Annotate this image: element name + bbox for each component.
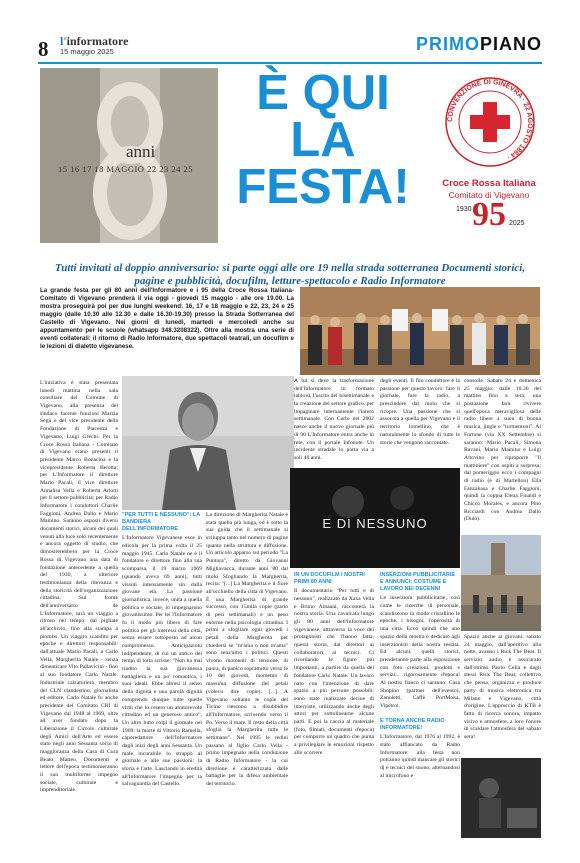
box-radio-text: L'Informatore, dal 1976 al 1992, è stato affiancato da Radio Informatore: alla festa non potranno quindi mancare gli storici dj e tecnici del suono, alternandosi al microfono e [380, 734, 460, 779]
article-subtitle: Tutti invitati al doppio anniversario: si parte oggi alle ore 19 nella strada sotterranea Documenti storici, pagine e pubblicità, docufilm, letture-spettacolo e Radio Informatore [54, 262, 526, 288]
header-rule [38, 62, 542, 64]
column-6-text-b: Spazio anche ai giovani: sabato 24 maggio, dall'aperitivo alla notte, avanno i Rick The Beat. Il servizio audio è assicurato dall'ottimo Paolo Cella e dagli stessi Rick The Beat, collettivo che pensa, organizza e produce party di musica elettronica tra Milano e Vigevano, città d'origine. L'approccio di KTB è fatto di ricerca sonora, impatto visivo e atmosfere, a loro l'onore di scaldare l'atmosfera del sabato sera! [464, 634, 541, 740]
box-bandiera-title: "PER TUTTI E NESSUNO": LA BANDIERA DELL'INFORMATORE [122, 512, 201, 533]
carlo-natale-photo-image [122, 376, 294, 510]
headline-line-3: FESTA! [236, 160, 410, 215]
radio-studio-photo-image [461, 758, 541, 838]
issue-date: 15 maggio 2025 [60, 47, 114, 56]
headline-line-2: LA [290, 113, 356, 168]
cri-95-logo: 95 [472, 196, 506, 233]
box-inserzioni [380, 572, 460, 717]
box-bandiera-text: L'Informatore Vigevanese esce in edicola per la prima volta il 25 maggio 1945. Carlo Natale ne è il fondatore e direttore fino alla sua scomparsa, il 19 marzo 1969 (quando aveva 69 anni), tutti vissuti intensamente sin dalla giovane età. La passione giornalistica, invece, unita a quella politica e sociale, lo impegnarono giovanissimo. Per lei l'Informatore fu il modo più libero di fare politica per gli interessi della città, senza essere sottoposto ad alcun compromesso. Anticipazioni indipendente, di cui un antico dei tempi di lotta scrisse: "Non ha mai tradito la sua giovanessa battagliera e un po' romantica, i suoi ideali. Ebbe altresì il senso della dignità e una parola dignità comprendo dunque tutte quelle virtù che lo resero un ammirevole cittadino ed un generoso amico". Un altro lutto colpì il giornale nel 1969: la morte di Vittorio Ramella, caporedattore dell'Informatore dagli inizi degli anni Sessanta. Un male incurabile lo strappò al giornale e alle sue passioni: la storia e l'arte. Lasciando in eredità all'Informatore l'impegno per la salvaguardia del Castello. [122, 535, 202, 788]
section-title-piano: PIANO [479, 34, 542, 54]
box-radio [380, 718, 460, 834]
red-cross-emblem [442, 72, 538, 172]
anniversary-poster [40, 68, 218, 243]
cri-name: Croce Rossa Italiana [442, 178, 536, 189]
column-6-text-a: consolle. Sabato 24 e domenica 25 maggio, dalle 10.30 del mattino fino a sera, una postazione farà rivivere quell'epoca meravigliosa delle radio libere a suon di buona musica, jingle e "tormentoni". Al Fortune (via XX Settembre) si saranno: Mario Pacali, Simona Ravani, Mario Mainino e Luigi Altovino per riproporre "Il mattiniere" con ospiti a sorpresa; dal pomeriggio ecco i compagni di radio (e di Martellon) Ella Fanzanasa e Charlie Faggioni, quindi la coppia Elena Finaldi e Chicco Morales, e ancora Pino Ricciardi con Andrea Dallo (Dulò). [464, 378, 541, 523]
section-title-primo: PRIMO [415, 34, 480, 54]
box-inserzioni-title: INSERZIONI PUBBLICITARIE E ANNUNCI: COSTUME E LAVORO NEI DECENNI [380, 572, 456, 593]
box-docufilm-text: Il documentario "Per tutti e di nessuno", realizzato da Xaxa Vella e Bruno Amaani, racconterà la nostra storia. Una cavalcata lungo gli 80 anni dell'Informatore vigevanese, attraverso la voce dei protagonisti che l'hanno fatta, questa storia, dai direttori ai collaboratori, ai tecnici. Ci ricordando le figure più importanti, a partire da quella del fondatore Carlo Natale. Un lavoro nato con l'intenzione di dare spazio a più persone possibili: sono state realizzate decine di interviste, utilizzando anche degli attori per sottolinearne alcune parti. E poi la caccia al materiale (foto, filmati, documenti d'epoca) per comporre un quadro che punta a privilegiare le emozioni rispetto allo scorrere [294, 588, 374, 756]
carlo-natale-photo [122, 376, 294, 510]
headline-line-1: È QUI [256, 66, 390, 120]
emblem-ring-text: CONVENZIONE DI GINEVRA · 22 AGOSTO 1864 · [446, 78, 534, 161]
column-5-text: degli eventi. Il filo conduttore è la passione per questo lavoro: fare il giornale, fare la radio, a prescindere dal ruolo che si ricopre. Una passione che si assocola a quella per Vigevano e il territorio lomellino, che è naturalmente lo sfondo di tutte le storie che vengono raccontate. [380, 378, 460, 446]
cri-committee: Comitato di Vigevano [448, 190, 530, 200]
box-radio-title: E TORNA ANCHE RADIO INFORMATORE! [380, 718, 445, 732]
masthead-logo-text: informatore [66, 34, 129, 48]
presentation-photo-image [300, 287, 540, 375]
column-4-text: A lui si deve la trasformazione dell'Informatore in formato tabloid, l'uscita del bisettimanale e la creazione del settore grafico, per impaginare internamente l'intero settimanale. Con Carlo nel 2002 nasce anche il nuovo giornale più di 90 L'Informatore entra anche in rete, con il portale Infonote. Un incidente stradale lo porta via a soli 40 anni. [294, 378, 374, 461]
docufilm-still [290, 468, 460, 568]
presentation-photo [300, 287, 540, 375]
masthead-logo-l: l' [60, 34, 67, 48]
cri-year-to: 2025 [509, 220, 525, 227]
main-headline [232, 66, 414, 215]
box-docufilm-title: IN UN DOCUFILM I NOSTRI PRIMI 80 ANNI [294, 572, 365, 586]
box-docufilm [294, 572, 374, 844]
page-number: 8 [38, 37, 49, 61]
cri-year-from: 1930 [456, 206, 472, 213]
column-1-text: L'iniziativa è stata presentata lunedì mattina nella sala consiliare del Comune di Vigevano, alla presenza del sindaco facente funzioni Marzia Segù e del vice presidente della Fondazione di Piacenza e Vigevano, Luigi Grechi. Per la Croce Rossa Italiana - Comitato di Vigevano erano presenti il presidente Marco Bonacina e la vicepresidente Roberta Beretta; per L'Informatore il direttore Mario Pacali, il vice direttore Annalisa Vella e Roberta Arlotti per il settore pubblicità; per Radio Informatore i conduttori Charlie Faggioni, Andrea Dallo e Mario Mainino. Saranno esposti diversi documenti storici, alcuni dei quali venuti alla luce solo recentemente e ancora oggetto di studio, che dimostrerebbero per la Croce Rossa di Vigevano una data di fondazione antecedente a quella del 1930, a ulteriore testimonianza della rilevanza e della storicità dell'organizzazione cittadina. Sul fronte dell'anniversario de L'Informatore, sarà un viaggio a ritroso nel tempo: dal pigliate all'archivio, fino alla stampa a piombo. Un viaggio scandito per epoche e direttori responsabili: dall'attuale Mario Pacali, a Carlo Vella, Margherita Natale - senza dimenticare Vito Pallavicini - fino al suo fondatore Carlo Natale. Industriale calzaturiero, membro del CLN clandestino, giornalista ed editore, Carlo Natale fu anche presidente del Comitato CRI di Vigevano dal 1948 al 1969, oltre ad aver fondato dopo la Liberazione il Circolo culturale degli Amici dell'Arte ed essere stato negli anni Sessanta socio di maggioranza della Casa di Cura Beato Matteo. Documenti e lettere dell'epoca testimonieranno il suo multiforme impegno sociale, culturale e imprenditoriale. [40, 380, 118, 794]
box-inserzioni-text: Le inserzioni pubblicitarie, così come le ricerche di personale, scandiscono in modo cristallino le epoche, i bisogni, l'operosità di una città. Ecco quindi che uno spazio della mostra è dedicato agli inserzionisti della nostra testata. Ed alcuni, quelli storici, prenderanno parte alla esposizione con foto creazioni, prodotti e servizi... rigorosamente d'epoca! Al nostro fianco ci saranno: Casa Shopino (partner dell'evento), Zanoletti, Caffè PortMoka, Vipetrol. [380, 595, 460, 710]
castle-square-photo-image [461, 535, 541, 631]
article-lead: La grande festa per gli 80 anni dell'Informatore e i 95 della Croce Rossa Italiana-Comitato di Vigevano prenderà il via oggi - giovedì 15 maggio - alle ore 19.00. La mostra proseguirà poi per due lunghi weekend: 16, 17 e 18 maggio e 22, 23, 24 e 25 maggio (dalle 10.30 alle 12.30 e dalle 16.30-19.30) presso la Strada Sotterranea del Castello di Vigevano. Nei giorni di lunedì, martedì e mercoledì anche su appuntamento per le scuole (whatsapp 348.3208322). Oltre alla mostra una serie di eventi collaterali: il ritorno di Radio Informatore, due spettacoli teatrali, un docufilm e le lezioni di dialetto vigevanese. [40, 287, 294, 351]
poster-anni: anni [126, 142, 156, 161]
poster-dates: 15 16 17 18 MAGGIO 22 23 24 25 [58, 164, 193, 174]
docufilm-title: E DI NESSUNO [322, 516, 428, 531]
castle-square-photo [461, 535, 541, 631]
radio-studio-photo [461, 758, 541, 838]
box-bandiera [122, 512, 202, 847]
section-title [416, 34, 542, 55]
column-3-text: La direzione di Margherita Natale è stata quella più lunga, ed è sotto la sua guida che il settimanale si sviluppa tanto nel numero di pagine quanto nella struttura e diffusione. Un articolo apparso sul periodo "La Puntura", diretto da Giovanni Migliavacca, durante anni '80 dal titolo Sfogliando la Margherita, recita: "[...] La Margherita e il fiore all'occhiello della città di Vigevano. È una Margherita di grande successo, con 15mila copie (parlo di pesi settimanali) e un peso enorme nella psicologia cittadina. I primi a sfogliare ogni giovedì i petali della Margherita per chiedersi se "m'ama o non m'ama" sono senz'altro i politici. Questi vivono momenti di tensione, di paura, di panico soprattutto verso le 10 del giovedì, momento di massima diffusione del petali (volevo dire copie). [...] A Vigevano soltanto le copie del Ticino riescono a disubbidire all'Informatore, scrivendo verso il Po. Verso il mare. Il resto della città sfoglia la Margherita tutte le settimane". Nel 1995 le redini passano al figlio Carlo Vella - primo impegnato nella conduzione di Radio Informatore - la cui direzione è caratterizzata dalle battaglie per la difesa ambientale del territorio. [206, 512, 288, 788]
